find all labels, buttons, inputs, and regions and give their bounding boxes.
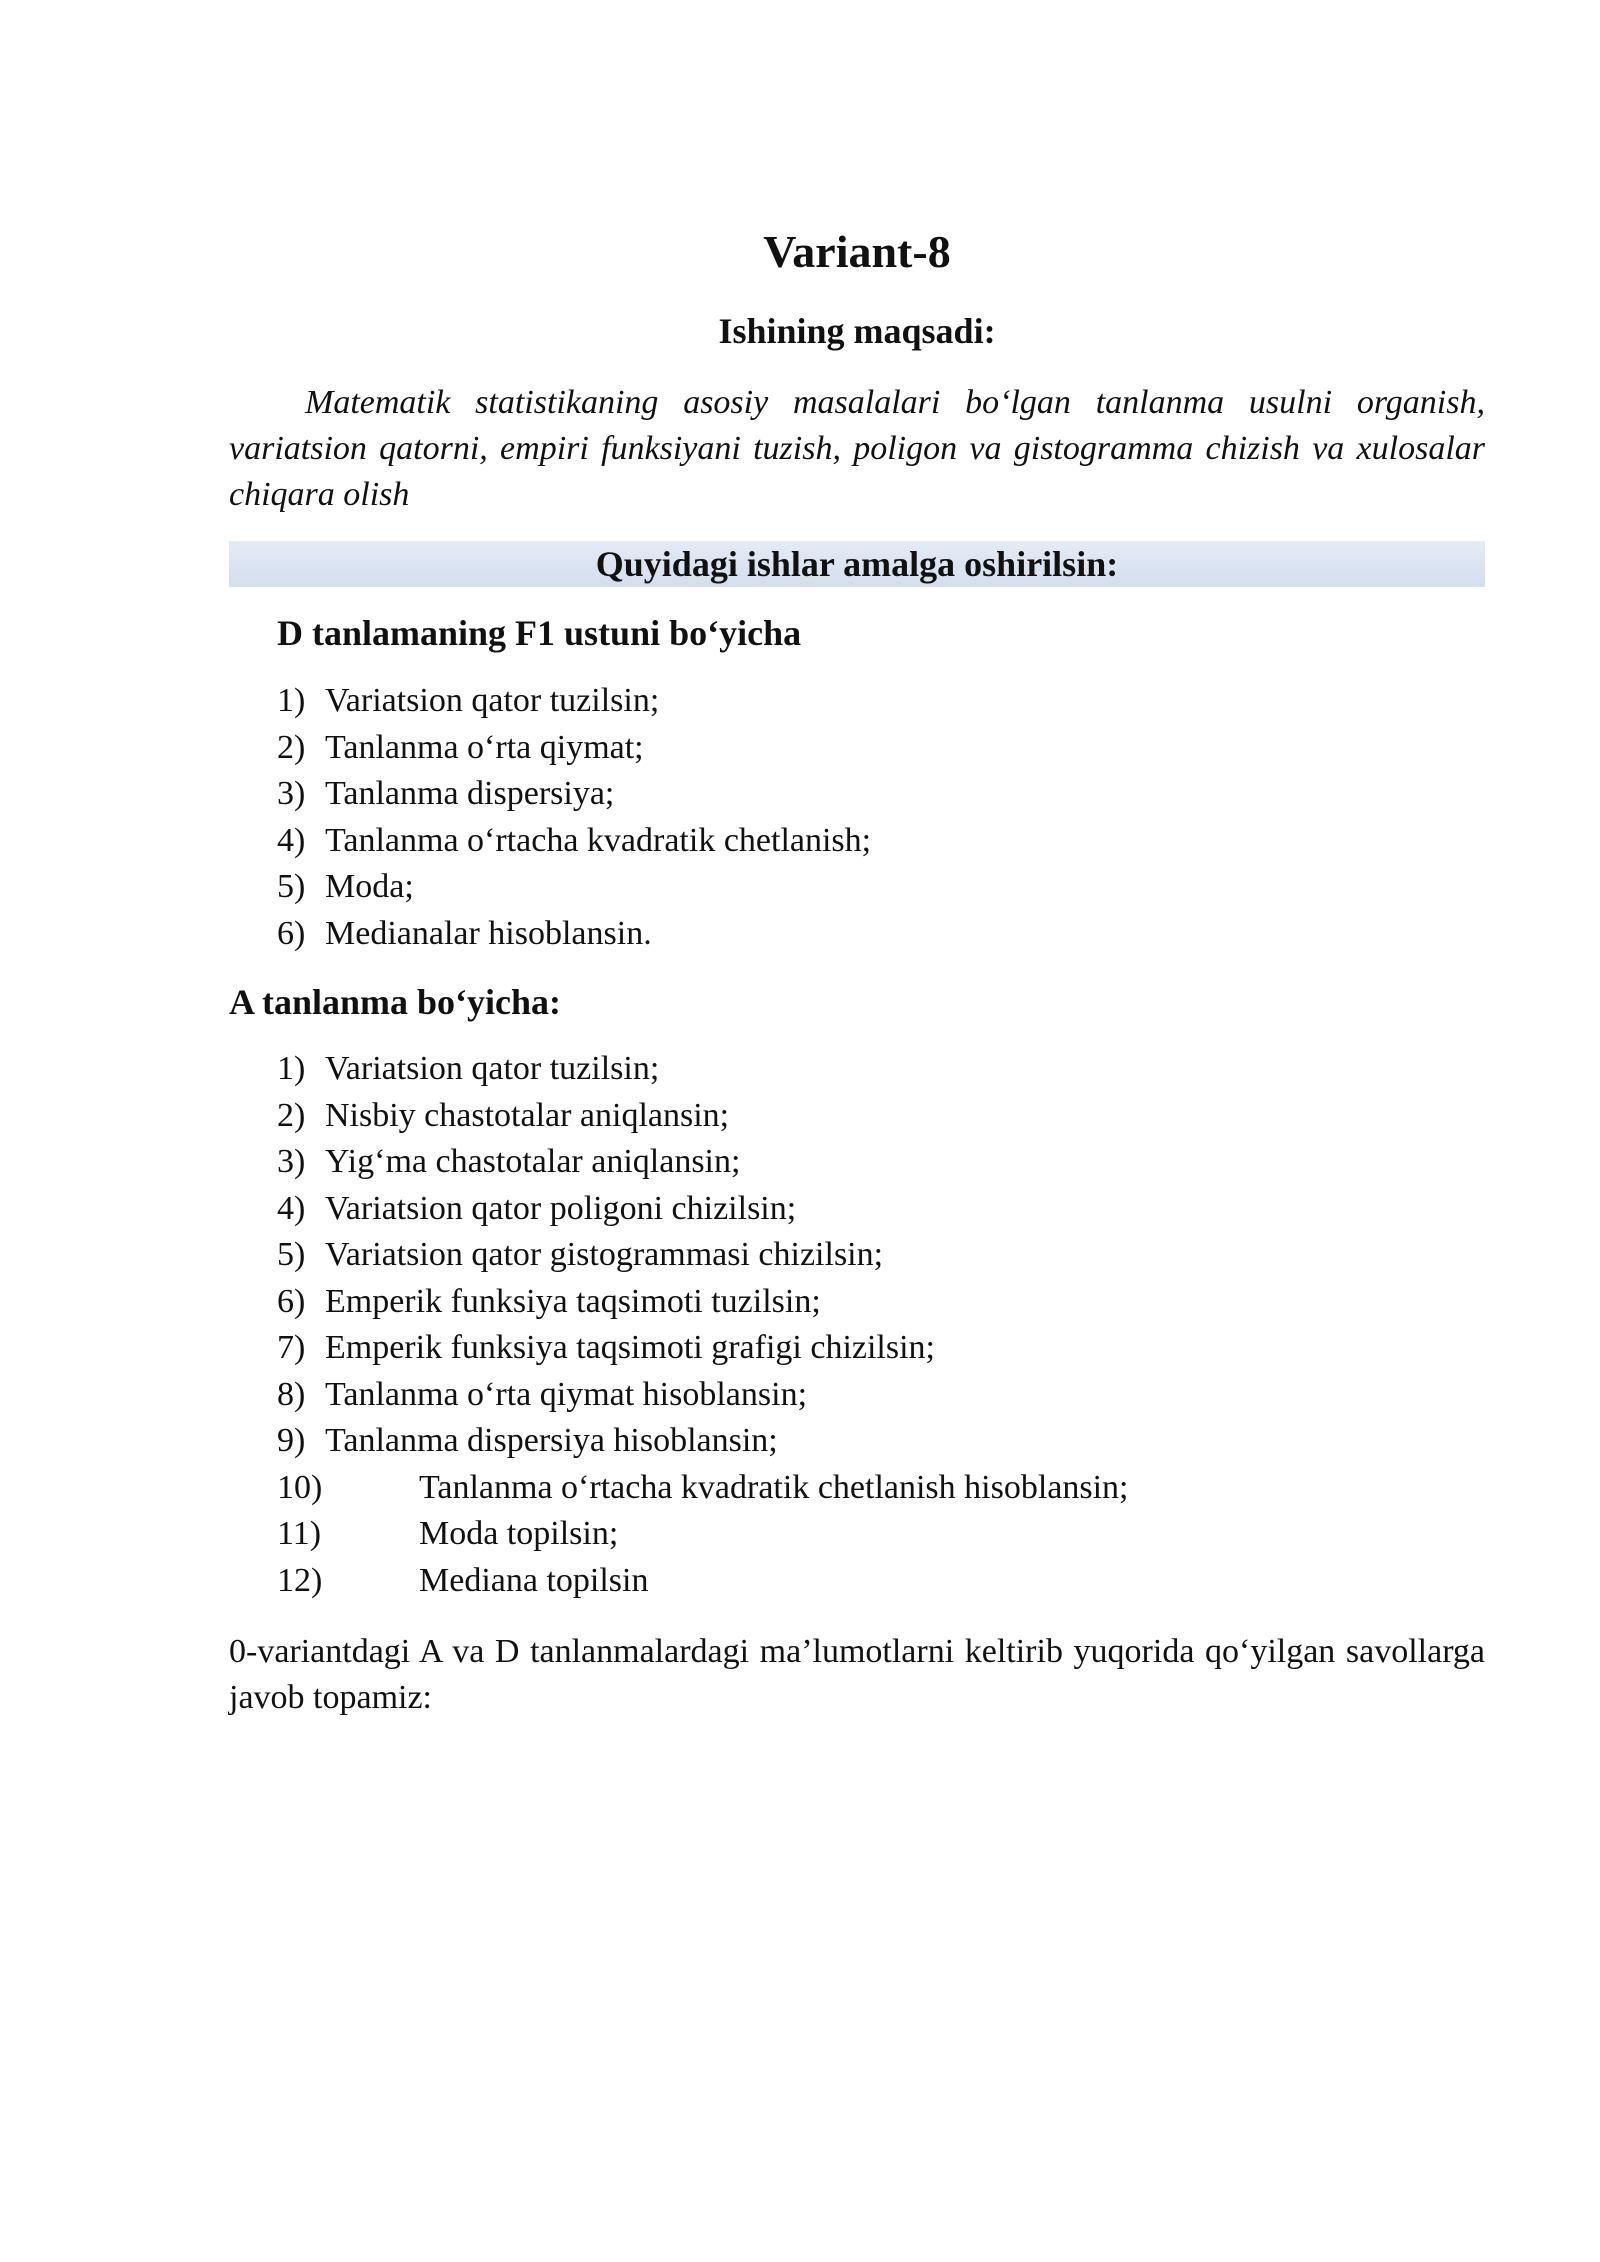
- section-a-list: [277, 1046, 1129, 1604]
- list-item-text: Variatsion qator tuzilsin;: [325, 1050, 660, 1087]
- list-item-number: 6): [277, 914, 306, 952]
- list-item-number: 9): [277, 1422, 306, 1459]
- list-item: [277, 818, 871, 865]
- list-item-number: 5): [277, 1236, 306, 1273]
- list-item-number: 11): [277, 1515, 322, 1552]
- list-item-number: 10): [277, 1468, 323, 1506]
- list-item-text: Tanlanma o‘rta qiymat hisoblansin;: [325, 1375, 808, 1413]
- list-item-number: 8): [277, 1375, 306, 1413]
- list-item-number: 1): [277, 682, 306, 719]
- section-a-heading: A tanlanma bo‘yicha:: [229, 982, 562, 1022]
- list-item-text: Medianalar hisoblansin.: [325, 914, 652, 952]
- list-item-text: Tanlanma o‘rtacha kvadratik chetlanish;: [325, 821, 872, 859]
- list-item: [277, 771, 871, 818]
- list-item: [277, 1232, 1129, 1279]
- section-d-heading: D tanlamaning F1 ustuni bo‘yicha: [277, 613, 802, 653]
- list-item-number: 4): [277, 1189, 306, 1227]
- list-item-number: 12): [277, 1561, 323, 1599]
- list-item: [277, 1511, 1129, 1558]
- list-item-number: 4): [277, 821, 306, 859]
- list-item-text: Tanlanma o‘rtacha kvadratik chetlanish hisoblansin;: [419, 1468, 1129, 1506]
- list-item-text: Moda topilsin;: [419, 1515, 619, 1552]
- list-item: [277, 911, 871, 958]
- goal-heading: Ishining maqsadi:: [718, 311, 996, 351]
- list-item-text: Variatsion qator poligoni chizilsin;: [325, 1189, 797, 1227]
- list-item: [277, 1093, 1129, 1140]
- list-item: [277, 1325, 1129, 1372]
- list-item-text: Nisbiy chastotalar aniqlansin;: [325, 1096, 730, 1134]
- list-item-number: 3): [277, 1143, 306, 1180]
- section-d-list: [277, 678, 871, 957]
- list-item: [277, 678, 871, 725]
- list-item-number: 6): [277, 1282, 306, 1320]
- tasks-heading-band: Quyidagi ishlar amalga oshirilsin:: [229, 541, 1485, 587]
- closing-paragraph: 0-variantdagi A va D tanlanmalardagi ma’lumotlarni keltirib yuqorida qo‘yilgan savollarga javob topamiz:: [229, 1633, 1485, 1716]
- list-item-number: 2): [277, 728, 306, 766]
- page-title: Variant-8: [763, 226, 951, 277]
- list-item: [277, 725, 871, 772]
- document-page: [229, 0, 1485, 2262]
- list-item: [277, 1139, 1129, 1186]
- list-item-text: Variatsion qator tuzilsin;: [325, 682, 660, 719]
- list-item-text: Variatsion qator gistogrammasi chizilsin;: [325, 1236, 884, 1273]
- list-item: [277, 1558, 1129, 1605]
- list-item: [277, 864, 871, 911]
- list-item-text: Tanlanma dispersiya hisoblansin;: [325, 1422, 778, 1459]
- list-item-text: Emperik funksiya taqsimoti tuzilsin;: [325, 1282, 821, 1320]
- list-item-text: Tanlanma o‘rta qiymat;: [325, 728, 644, 766]
- list-item: [277, 1186, 1129, 1233]
- list-item-number: 3): [277, 775, 306, 812]
- list-item-text: Tanlanma dispersiya;: [325, 775, 615, 812]
- list-item-number: 1): [277, 1050, 306, 1087]
- list-item-number: 2): [277, 1096, 306, 1134]
- goal-paragraph: Matematik statistikaning asosiy masalalari bo‘lgan tanlanma usulni organish, variatsion qatorni, empiri funksiyani tuzish, poligon va gistogramma chizish va xulosalar chiqara olish: [229, 384, 1485, 513]
- list-item-text: Mediana topilsin: [419, 1561, 649, 1599]
- list-item: [277, 1279, 1129, 1326]
- list-item-text: Emperik funksiya taqsimoti grafigi chizilsin;: [325, 1329, 935, 1366]
- list-item-number: 7): [277, 1329, 306, 1366]
- list-item-text: Moda;: [325, 868, 414, 905]
- list-item-number: 5): [277, 868, 306, 905]
- list-item: [277, 1418, 1129, 1465]
- list-item: [277, 1046, 1129, 1093]
- list-item: [277, 1372, 1129, 1419]
- list-item: [277, 1465, 1129, 1512]
- list-item-text: Yig‘ma chastotalar aniqlansin;: [325, 1143, 741, 1180]
